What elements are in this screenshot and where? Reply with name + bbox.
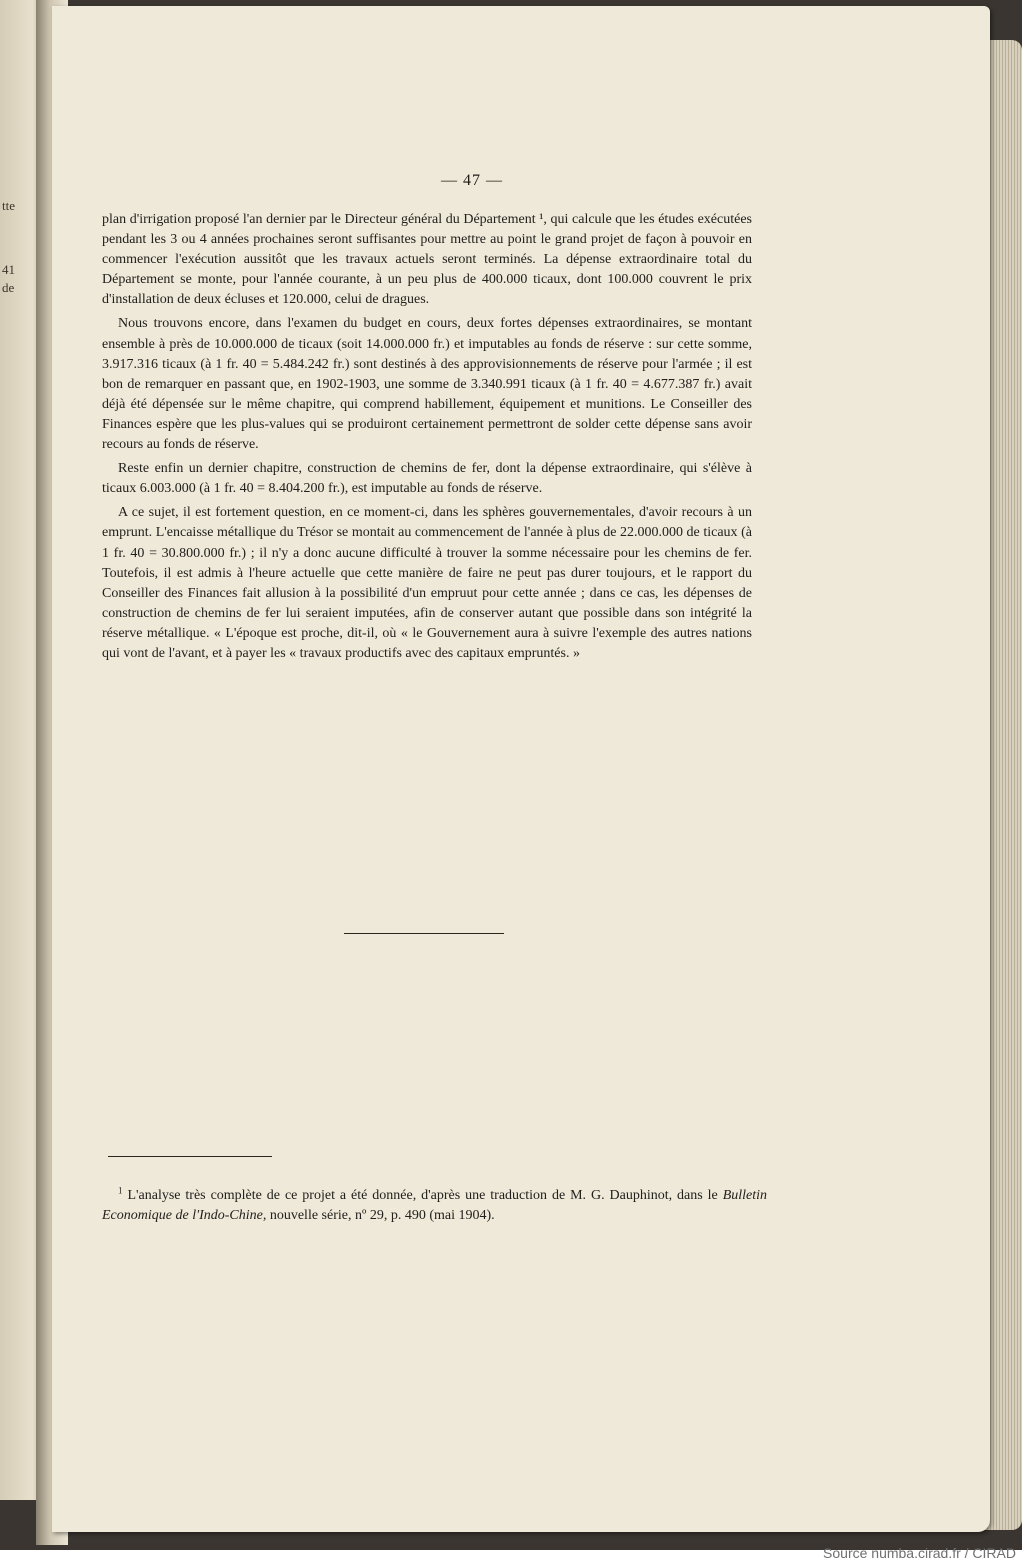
left-page-fragment: tte <box>2 198 15 213</box>
paragraph: A ce sujet, il est fortement question, en ce moment-ci, dans les sphères gouvernementales, d'avoir recours à un emprunt. L'encaisse métallique du Trésor se montait au commencement de l'année à plus de 22.000.000 de ticaux (à 1 fr. 40 = 30.800.000 fr.) ; il n'y a donc aucune difficulté à trouver la somme nécessaire pour les chemins de fer. Toutefois, il est admis à l'heure actuelle que cette manière de faire ne peut pas durer toujours, et le rapport du Conseiller des Finances fait allusion à la possibilité d'un empruut pour cette année ; dans ce cas, les dépenses de construction de chemins de fer lui seraient imputées, afin de conserver autant que possible dans son intégrité la réserve métallique. « L'époque est proche, dit-il, où « le Gouvernement aura à suivre l'exemple des autres nations qui vont de l'avant, et à payer les « travaux productifs avec des capitaux empruntés. » <box>102 505 752 661</box>
left-page-fragment: 41 <box>2 262 15 277</box>
book-page <box>52 6 990 1532</box>
footnote-rule <box>108 1156 272 1157</box>
footnote-text-end: nouvelle série, nº 29, p. 490 (mai 1904). <box>266 1208 495 1223</box>
paragraph: Nous trouvons encore, dans l'examen du budget en cours, deux fortes dépenses extraordinaires, se montant ensemble à près de 10.000.000 de ticaux (soit 14.000.000 fr.) et imputables au fonds de réserve : sur cette somme, 3.917.316 ticaux (à 1 fr. 40 = 5.484.242 fr.) sont destinés à des approvisionnements de réserve pour l'armée ; il est bon de remarquer en passant que, en 1902-1903, une somme de 3.340.991 ticaux (à 1 fr. 40 = 4.677.387 fr.) avait déjà été dépensée sur le même chapitre, qui comprend habillement, équipement et munitions. Le Conseiller des Finances espère que les plus-values qui se produiront certainement permettront de solder cette dépense sans avoir recours au fonds de réserve. <box>102 316 752 453</box>
source-credit: Source numba.cirad.fr / CIRAD <box>823 1545 1016 1561</box>
footnote-marker: 1 <box>118 1185 123 1196</box>
left-page-fragment: de <box>2 280 15 295</box>
paragraph: Reste enfin un dernier chapitre, construction de chemins de fer, dont la dépense extraordinaire, qui s'élève à ticaux 6.003.000 (à 1 fr. 40 = 8.404.200 fr.), est imputable au fonds de réserve. <box>102 461 752 497</box>
paragraph: plan d'irrigation proposé l'an dernier par le Directeur général du Département ¹, qui calcule que les études exécutées pendant les 3 ou 4 années prochaines seront suffisantes pour mettre au point le grand projet de façon à pouvoir en commencer l'exécution aussitôt que les travaux actuels seront terminés. La dépense extraordinaire total du Département se monte, pour l'année courante, à un peu plus de 400.000 ticaux, dont 100.000 couvrent le prix d'installation de deux écluses et 120.000, celui de dragues. <box>102 212 752 308</box>
footnote <box>102 1186 767 1226</box>
section-end-rule <box>344 933 504 934</box>
page-number: — 47 — <box>441 172 503 189</box>
footnote-journal-title: Bulletin Economique de l'Indo-Chine, <box>102 1188 768 1223</box>
footnote-text: L'analyse très complète de ce projet a été donnée, d'après une traduction de M. G. Dauphinot, dans le <box>127 1188 723 1203</box>
page-stack-edges <box>985 40 1022 1530</box>
main-text <box>102 210 752 668</box>
